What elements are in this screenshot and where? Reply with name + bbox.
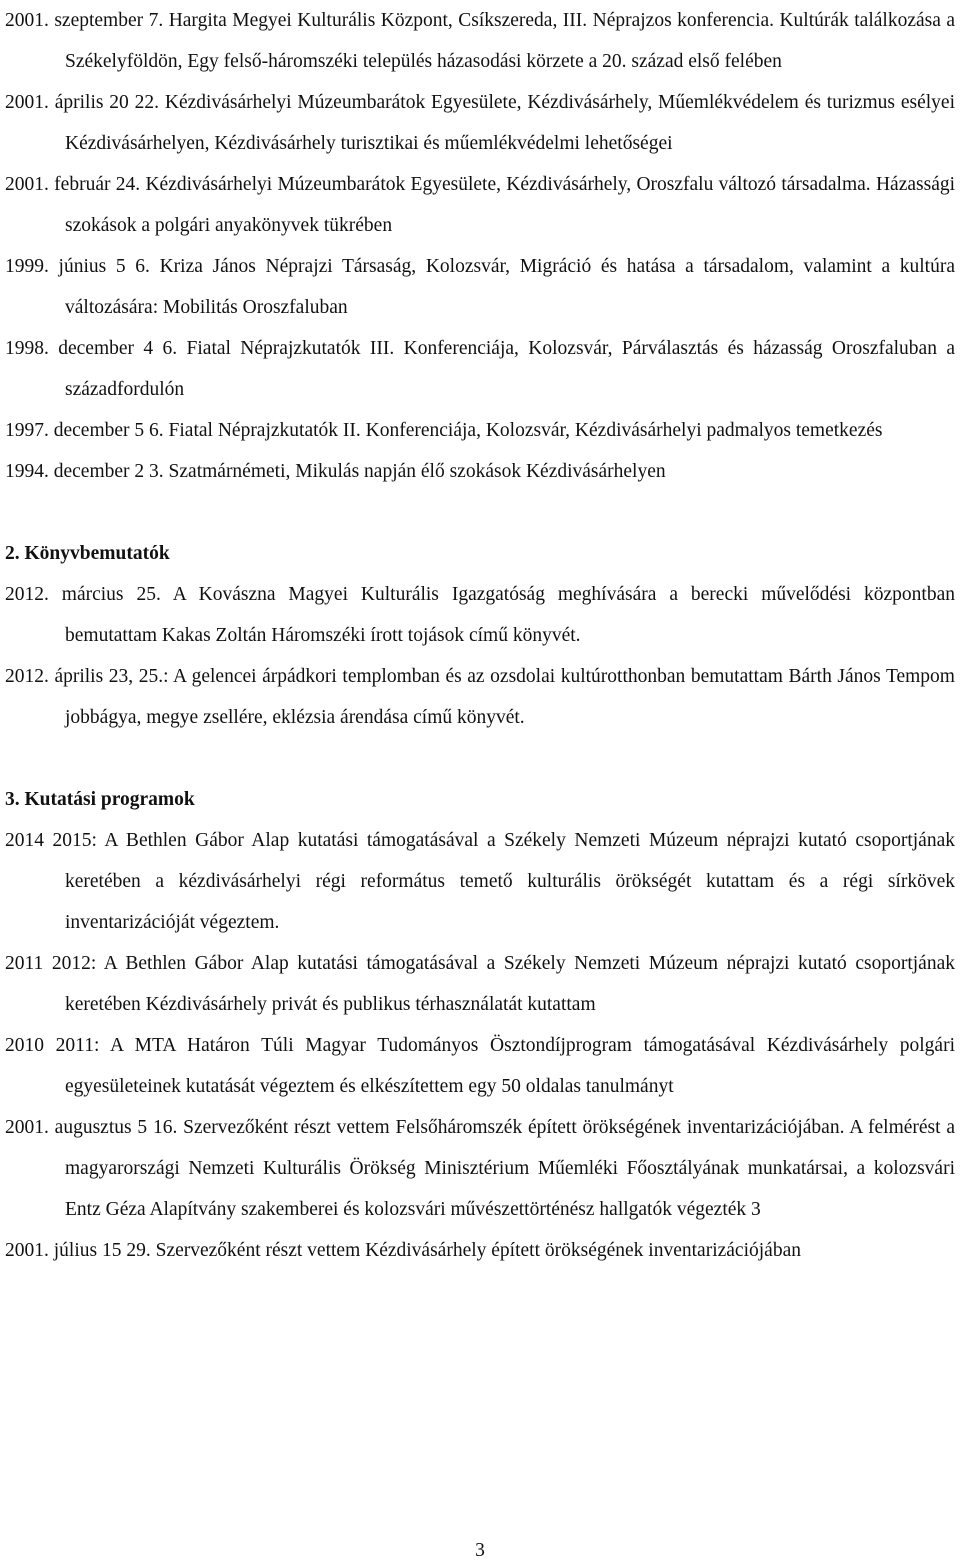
entry-text: Szatmárnémeti, Mikulás napján élő szokások Kézdivásárhelyen [168,461,666,482]
entry-text: A gelencei árpádkori templomban és az ozsdolai kultúrotthonban bemutattam Bárth János Tempom jobbágya, megye zsellére, eklézsia árendása című könyvét. [65,666,955,728]
entry-text: Fiatal Néprajzkutatók III. Konferenciája, Kolozsvár, Párválasztás és házasság Oroszfaluban a századfordulón [65,338,955,400]
entry-date: 1997. december 5 6. [5,420,164,441]
list-item [5,328,955,410]
list-item [5,656,955,738]
entry-text: Kézdivásárhelyi Múzeumbarátok Egyesülete, Kézdivásárhely, Oroszfalu változó társadalma. Házassági szokások a polgári anyakönyvek tükrében [65,174,956,236]
list-item [5,1025,955,1107]
section-heading: 2. Könyvbemutatók [5,543,170,564]
conference-list [5,0,955,492]
list-item [5,0,955,82]
section-research-programs [5,779,955,1271]
entry-date: 1999. június 5 6. [5,256,150,277]
entry-text: Kriza János Néprajzi Társaság, Kolozsvár, Migráció és hatása a társadalom, valamint a kultúra változására: Mobilitás Oroszfaluban [65,256,956,318]
entry-date: 1994. december 2 3. [5,461,164,482]
entry-text: A Bethlen Gábor Alap kutatási támogatásával a Székely Nemzeti Múzeum néprajzi kutató csoportjának keretében Kézdivásárhely privát és publikus térhasználatát kutattam [65,953,955,1015]
list-item [5,246,955,328]
entry-text: A Kovászna Magyei Kulturális Igazgatóság meghívására a berecki művelődési központban bemutattam Kakas Zoltán Háromszéki írott tojások című könyvét. [65,584,955,646]
page-number: 3 [475,1540,485,1561]
list-item [5,1107,955,1230]
section-spacer [5,492,955,533]
document-page [5,0,955,1271]
entry-text: Fiatal Néprajzkutatók II. Konferenciája, Kolozsvár, Kézdivásárhelyi padmalyos temetkezés [168,420,883,441]
list-item [5,410,955,451]
entry-date: 2001. július 15 29. [5,1240,151,1261]
entry-text: Hargita Megyei Kulturális Központ, Csíkszereda, III. Néprajzos konferencia. Kultúrák találkozása a Székelyföldön, Egy felső-háromszéki település házasodási körzete a 20. század első felében [65,10,955,72]
list-item [5,943,955,1025]
entry-date: 2014 2015: [5,830,97,851]
entry-date: 2001. szeptember 7. [5,10,164,31]
section-book-presentations [5,533,955,738]
entry-date: 2010 2011: [5,1035,100,1056]
entry-text: A Bethlen Gábor Alap kutatási támogatásával a Székely Nemzeti Múzeum néprajzi kutató csoportjának keretében a kézdivásárhelyi régi református temető kulturális örökségét kutattam és a régi sírkövek inventarizációját végeztem. [65,830,955,933]
section-heading: 3. Kutatási programok [5,789,195,810]
list-item [5,82,955,164]
entry-text: A MTA Határon Túli Magyar Tudományos Ösztondíjprogram támogatásával Kézdivásárhely polgári egyesületeinek kutatását végeztem és elkészítettem egy 50 oldalas tanulmányt [65,1035,955,1097]
entry-date: 2001. február 24. [5,174,141,195]
entry-date: 2012. április 23, 25.: [5,666,169,687]
entry-date: 2001. augusztus 5 16. [5,1117,178,1138]
entry-date: 1998. december 4 6. [5,338,178,359]
section-spacer [5,738,955,779]
entry-date: 2011 2012: [5,953,97,974]
entry-text: Kézdivásárhelyi Múzeumbarátok Egyesülete, Kézdivásárhely, Műemlékvédelem és turizmus esélyei Kézdivásárhelyen, Kézdivásárhely turisztikai és műemlékvédelmi lehetőségei [65,92,956,154]
list-item [5,164,955,246]
entry-date: 2012. március 25. [5,584,161,605]
list-item [5,1230,955,1271]
entry-date: 2001. április 20 22. [5,92,160,113]
entry-text: Szervezőként részt vettem Kézdivásárhely épített örökségének inventarizációjában [155,1240,801,1261]
list-item [5,820,955,943]
list-item [5,574,955,656]
list-item [5,451,955,492]
entry-text: Szervezőként részt vettem Felsőháromszék épített örökségének inventarizációjában. A felmérést a magyarországi Nemzeti Kulturális Örökség Minisztérium Műemléki Főosztályának munkatársai, a kolozsvári Entz Géza Alapítvány szakemberei és kolozsvári művészettörténész hallgatók végezték 3 [65,1117,956,1220]
